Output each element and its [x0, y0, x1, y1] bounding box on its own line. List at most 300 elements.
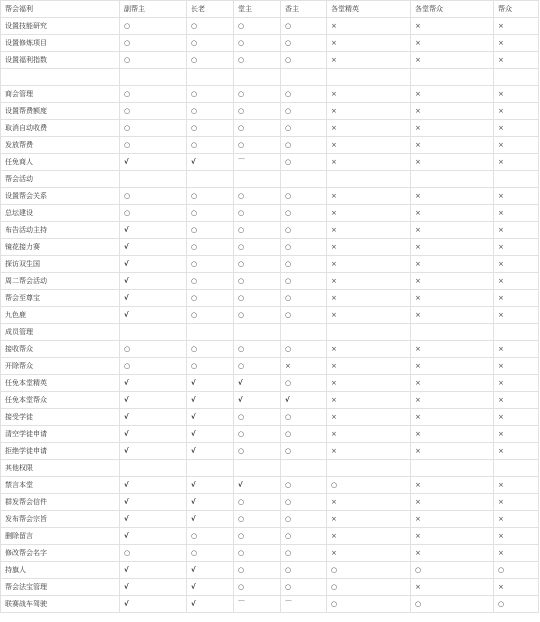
permission-cell-hall-elite — [327, 324, 411, 341]
permission-cell-hall-elite: × — [327, 426, 411, 443]
permission-cell-elder: ○ — [187, 52, 234, 69]
permission-cell-hall-elite: × — [327, 256, 411, 273]
permission-cell-hall-member: × — [411, 341, 494, 358]
permission-cell-hall-elite: × — [327, 222, 411, 239]
permission-cell-member: × — [494, 137, 539, 154]
permission-cell-deputy-leader: √ — [120, 443, 187, 460]
permission-label: 开除帮众 — [1, 358, 120, 375]
permission-cell-hall-member — [411, 324, 494, 341]
permission-cell-hall-master: ○ — [234, 426, 281, 443]
table-row — [1, 35, 539, 52]
permission-cell-hall-member: × — [411, 426, 494, 443]
table-row — [1, 562, 539, 579]
permission-label: 任免商人 — [1, 154, 120, 171]
permission-cell-hall-elite: × — [327, 52, 411, 69]
permission-cell-incense-master: ○ — [281, 103, 327, 120]
permission-cell-hall-master: ⌒ — [234, 596, 281, 613]
permission-cell-hall-elite: × — [327, 86, 411, 103]
section-label: 帮会活动 — [1, 171, 120, 188]
permission-cell-elder: √ — [187, 443, 234, 460]
permission-cell-elder: √ — [187, 392, 234, 409]
permission-cell-elder: ○ — [187, 239, 234, 256]
table-row — [1, 239, 539, 256]
permission-cell-deputy-leader: √ — [120, 273, 187, 290]
header-category: 帮会福利 — [1, 1, 120, 18]
table-row — [1, 545, 539, 562]
permission-cell-hall-elite: × — [327, 528, 411, 545]
permission-cell-incense-master: √ — [281, 392, 327, 409]
header-row — [1, 1, 539, 18]
permission-label: 帮会至尊宝 — [1, 290, 120, 307]
permission-cell-elder — [187, 171, 234, 188]
permission-cell-hall-elite: × — [327, 358, 411, 375]
permission-cell-hall-master: ○ — [234, 443, 281, 460]
section-row — [1, 460, 539, 477]
permission-cell-elder: ○ — [187, 222, 234, 239]
permission-cell-hall-elite: × — [327, 18, 411, 35]
permission-cell-hall-member: × — [411, 409, 494, 426]
table-row — [1, 205, 539, 222]
permission-cell-deputy-leader: ○ — [120, 341, 187, 358]
permission-cell-hall-master: ○ — [234, 562, 281, 579]
permission-label: 设置福利指数 — [1, 52, 120, 69]
permission-cell-deputy-leader — [120, 460, 187, 477]
permission-cell-hall-member: × — [411, 375, 494, 392]
header-hall-elite: 各堂精英 — [327, 1, 411, 18]
permission-cell-incense-master: ○ — [281, 341, 327, 358]
table-row — [1, 120, 539, 137]
permission-cell-hall-master: ⌒ — [234, 154, 281, 171]
permission-cell-elder: ○ — [187, 18, 234, 35]
table-row — [1, 528, 539, 545]
permission-cell-hall-master: ○ — [234, 86, 281, 103]
permission-label: 周二帮会活动 — [1, 273, 120, 290]
permission-label: 修改帮会名字 — [1, 545, 120, 562]
permission-cell-elder: √ — [187, 562, 234, 579]
permission-cell-deputy-leader: √ — [120, 290, 187, 307]
permission-cell-deputy-leader: √ — [120, 426, 187, 443]
permission-cell-elder: ○ — [187, 103, 234, 120]
permission-cell-deputy-leader: √ — [120, 222, 187, 239]
permission-cell-hall-elite: × — [327, 409, 411, 426]
permission-cell-deputy-leader — [120, 324, 187, 341]
permission-cell-member: × — [494, 392, 539, 409]
permission-cell-member: × — [494, 477, 539, 494]
header-hall-master: 堂主 — [234, 1, 281, 18]
permission-cell-member: × — [494, 494, 539, 511]
permission-cell-member: × — [494, 579, 539, 596]
permission-cell-deputy-leader: √ — [120, 596, 187, 613]
permission-cell-hall-elite: × — [327, 154, 411, 171]
permission-cell-elder — [187, 69, 234, 86]
permission-cell-deputy-leader: √ — [120, 256, 187, 273]
permission-cell-elder: ○ — [187, 290, 234, 307]
header-elder: 长老 — [187, 1, 234, 18]
permission-cell-incense-master: ○ — [281, 579, 327, 596]
permission-cell-elder: ○ — [187, 273, 234, 290]
permission-cell-hall-master: ○ — [234, 120, 281, 137]
permission-cell-incense-master: ○ — [281, 426, 327, 443]
permission-cell-hall-member: × — [411, 137, 494, 154]
permission-cell-deputy-leader: ○ — [120, 18, 187, 35]
permission-cell-hall-member: × — [411, 273, 494, 290]
permission-cell-elder: √ — [187, 409, 234, 426]
permission-cell-hall-member: × — [411, 579, 494, 596]
permission-cell-hall-master: ○ — [234, 188, 281, 205]
table-row — [1, 256, 539, 273]
permission-cell-hall-elite: × — [327, 375, 411, 392]
permission-cell-hall-member: × — [411, 528, 494, 545]
permission-cell-elder: ○ — [187, 307, 234, 324]
table-row — [1, 137, 539, 154]
table-row — [1, 511, 539, 528]
permission-cell-incense-master: ○ — [281, 409, 327, 426]
permission-cell-member: × — [494, 18, 539, 35]
permission-cell-deputy-leader: √ — [120, 307, 187, 324]
permission-cell-member: × — [494, 307, 539, 324]
permission-cell-deputy-leader: √ — [120, 562, 187, 579]
permission-cell-hall-master: ○ — [234, 511, 281, 528]
permission-cell-elder: ○ — [187, 341, 234, 358]
table-row — [1, 494, 539, 511]
permission-cell-hall-member: ○ — [411, 596, 494, 613]
permission-cell-incense-master: ○ — [281, 18, 327, 35]
permission-cell-hall-elite: ○ — [327, 596, 411, 613]
permission-label: 镜花接力赛 — [1, 239, 120, 256]
permission-cell-incense-master — [281, 324, 327, 341]
permission-cell-hall-member: × — [411, 35, 494, 52]
permission-cell-incense-master: ○ — [281, 528, 327, 545]
permission-label: 持旗人 — [1, 562, 120, 579]
permission-cell-hall-elite — [327, 69, 411, 86]
permission-cell-incense-master: ○ — [281, 154, 327, 171]
table-row — [1, 426, 539, 443]
permission-cell-hall-master: ○ — [234, 18, 281, 35]
permission-label: 取消自动收费 — [1, 120, 120, 137]
permission-label: 设置帮费额度 — [1, 103, 120, 120]
permission-cell-hall-member: × — [411, 52, 494, 69]
permission-label: 接收帮众 — [1, 341, 120, 358]
permission-cell-incense-master: ○ — [281, 290, 327, 307]
permission-cell-elder: √ — [187, 375, 234, 392]
permission-cell-hall-master: ○ — [234, 358, 281, 375]
permission-cell-hall-elite — [327, 460, 411, 477]
permission-cell-hall-master: ○ — [234, 579, 281, 596]
permission-label: 帮会法宝管理 — [1, 579, 120, 596]
permission-cell-member: ○ — [494, 596, 539, 613]
permission-cell-member: × — [494, 120, 539, 137]
table-row — [1, 222, 539, 239]
table-row — [1, 409, 539, 426]
permission-cell-incense-master: ○ — [281, 273, 327, 290]
permission-cell-deputy-leader — [120, 69, 187, 86]
permission-cell-incense-master: ○ — [281, 307, 327, 324]
permission-cell-hall-member: × — [411, 188, 494, 205]
permission-cell-hall-elite: × — [327, 307, 411, 324]
table-row — [1, 579, 539, 596]
permission-cell-elder: √ — [187, 579, 234, 596]
permission-cell-hall-elite: × — [327, 494, 411, 511]
permission-cell-elder: ○ — [187, 120, 234, 137]
permission-cell-member: × — [494, 52, 539, 69]
permission-cell-hall-master — [234, 69, 281, 86]
permission-cell-member: × — [494, 290, 539, 307]
permission-cell-member: × — [494, 256, 539, 273]
permission-cell-member — [494, 69, 539, 86]
header-hall-member: 各堂帮众 — [411, 1, 494, 18]
permission-cell-member: × — [494, 545, 539, 562]
permission-cell-incense-master — [281, 69, 327, 86]
permission-cell-incense-master: ○ — [281, 443, 327, 460]
permission-cell-hall-elite: × — [327, 120, 411, 137]
permission-cell-deputy-leader: ○ — [120, 545, 187, 562]
permission-cell-hall-master: ○ — [234, 528, 281, 545]
permission-cell-hall-master — [234, 460, 281, 477]
permission-label: 设置修炼项目 — [1, 35, 120, 52]
permission-cell-hall-member: × — [411, 120, 494, 137]
permission-cell-member: × — [494, 358, 539, 375]
permission-cell-member: × — [494, 222, 539, 239]
permission-cell-hall-elite: × — [327, 511, 411, 528]
permission-cell-elder — [187, 460, 234, 477]
permission-cell-member: × — [494, 188, 539, 205]
permission-label: 总坛建设 — [1, 205, 120, 222]
permission-cell-hall-member: × — [411, 18, 494, 35]
permission-cell-incense-master: ○ — [281, 239, 327, 256]
permission-cell-hall-master — [234, 324, 281, 341]
table-row — [1, 341, 539, 358]
table-row — [1, 477, 539, 494]
permission-cell-hall-member: ○ — [411, 562, 494, 579]
table-row — [1, 86, 539, 103]
permission-cell-hall-elite: × — [327, 188, 411, 205]
permission-cell-hall-member: × — [411, 494, 494, 511]
permission-cell-hall-member: × — [411, 205, 494, 222]
permission-cell-deputy-leader: √ — [120, 528, 187, 545]
permission-label: 设置技能研究 — [1, 18, 120, 35]
permission-label: 商会管理 — [1, 86, 120, 103]
permission-cell-hall-master: ○ — [234, 545, 281, 562]
permission-cell-incense-master: ○ — [281, 511, 327, 528]
header-member: 帮众 — [494, 1, 539, 18]
permission-cell-member: × — [494, 341, 539, 358]
permission-cell-hall-master — [234, 171, 281, 188]
permission-cell-incense-master: ○ — [281, 86, 327, 103]
permission-cell-elder: √ — [187, 426, 234, 443]
permission-cell-deputy-leader: √ — [120, 409, 187, 426]
permission-cell-hall-member: × — [411, 290, 494, 307]
permission-cell-hall-elite — [327, 171, 411, 188]
permission-label: 布告活动主持 — [1, 222, 120, 239]
permission-cell-hall-master: ○ — [234, 290, 281, 307]
table-row — [1, 307, 539, 324]
permission-cell-incense-master: ○ — [281, 137, 327, 154]
permission-cell-elder: √ — [187, 596, 234, 613]
permission-cell-hall-elite: ○ — [327, 477, 411, 494]
permission-cell-hall-master: √ — [234, 477, 281, 494]
permission-cell-elder — [187, 324, 234, 341]
permission-cell-elder: ○ — [187, 256, 234, 273]
permission-cell-hall-member: × — [411, 358, 494, 375]
permission-cell-hall-master: ○ — [234, 52, 281, 69]
permission-cell-hall-elite: × — [327, 205, 411, 222]
permission-cell-incense-master — [281, 460, 327, 477]
header-incense-master: 香主 — [281, 1, 327, 18]
permission-label: 拒绝学徒申请 — [1, 443, 120, 460]
permission-cell-incense-master: ○ — [281, 375, 327, 392]
permission-label: 发放帮费 — [1, 137, 120, 154]
permission-cell-incense-master: ○ — [281, 52, 327, 69]
permission-cell-deputy-leader — [120, 171, 187, 188]
permission-cell-incense-master: ○ — [281, 477, 327, 494]
permission-cell-deputy-leader: ○ — [120, 137, 187, 154]
table-row — [1, 392, 539, 409]
permission-cell-incense-master: ⌒ — [281, 596, 327, 613]
table-row — [1, 273, 539, 290]
permission-cell-member: × — [494, 86, 539, 103]
permission-cell-member: × — [494, 511, 539, 528]
permission-cell-deputy-leader: ○ — [120, 52, 187, 69]
permission-label: 任免本堂帮众 — [1, 392, 120, 409]
permission-cell-hall-master: ○ — [234, 222, 281, 239]
permission-cell-deputy-leader: ○ — [120, 35, 187, 52]
permission-label: 发布帮会宗旨 — [1, 511, 120, 528]
permission-cell-member: × — [494, 273, 539, 290]
permission-label: 接受学徒 — [1, 409, 120, 426]
table-row — [1, 443, 539, 460]
permission-cell-member: × — [494, 239, 539, 256]
section-label: 其他权限 — [1, 460, 120, 477]
permission-cell-hall-member: × — [411, 239, 494, 256]
permission-cell-hall-member: × — [411, 222, 494, 239]
permission-cell-hall-master: ○ — [234, 494, 281, 511]
permission-cell-member: × — [494, 154, 539, 171]
table-row — [1, 154, 539, 171]
permission-cell-hall-member: × — [411, 307, 494, 324]
permission-cell-member: × — [494, 426, 539, 443]
permission-cell-elder: ○ — [187, 528, 234, 545]
permission-cell-deputy-leader: ○ — [120, 188, 187, 205]
permission-cell-member: × — [494, 528, 539, 545]
table-row — [1, 52, 539, 69]
permission-cell-hall-elite: × — [327, 392, 411, 409]
permission-cell-incense-master: ○ — [281, 545, 327, 562]
permission-cell-deputy-leader: √ — [120, 154, 187, 171]
permission-cell-elder: ○ — [187, 358, 234, 375]
permission-label: 群发帮会信件 — [1, 494, 120, 511]
permission-cell-deputy-leader: ○ — [120, 86, 187, 103]
permission-cell-member — [494, 324, 539, 341]
permission-cell-incense-master: ○ — [281, 494, 327, 511]
permission-cell-deputy-leader: √ — [120, 511, 187, 528]
permission-cell-hall-elite: × — [327, 443, 411, 460]
permission-cell-elder: ○ — [187, 205, 234, 222]
permission-cell-hall-elite: × — [327, 103, 411, 120]
permission-cell-hall-member: × — [411, 443, 494, 460]
permission-cell-hall-elite: ○ — [327, 579, 411, 596]
permission-label: 九色鹿 — [1, 307, 120, 324]
permission-cell-member — [494, 171, 539, 188]
permission-cell-incense-master: × — [281, 358, 327, 375]
permission-cell-member: × — [494, 443, 539, 460]
section-label: 成员管理 — [1, 324, 120, 341]
permission-cell-incense-master — [281, 171, 327, 188]
permission-cell-deputy-leader: √ — [120, 239, 187, 256]
header-deputy-leader: 副帮主 — [120, 1, 187, 18]
permission-cell-elder: ○ — [187, 188, 234, 205]
permission-cell-hall-member — [411, 460, 494, 477]
table-row — [1, 18, 539, 35]
permission-cell-hall-member: × — [411, 103, 494, 120]
permission-cell-hall-elite: ○ — [327, 562, 411, 579]
permission-cell-incense-master: ○ — [281, 256, 327, 273]
permission-cell-deputy-leader: √ — [120, 494, 187, 511]
permission-label: 清空学徒申请 — [1, 426, 120, 443]
permission-cell-incense-master: ○ — [281, 120, 327, 137]
permission-cell-hall-member: × — [411, 477, 494, 494]
table-row — [1, 358, 539, 375]
table-row — [1, 188, 539, 205]
permission-cell-hall-elite: × — [327, 273, 411, 290]
permission-cell-member — [494, 460, 539, 477]
permission-cell-hall-member: × — [411, 256, 494, 273]
permission-label: 探访双生国 — [1, 256, 120, 273]
section-row — [1, 324, 539, 341]
permission-label — [1, 69, 120, 86]
permission-cell-hall-member — [411, 171, 494, 188]
permission-cell-elder: √ — [187, 511, 234, 528]
permission-cell-hall-master: ○ — [234, 103, 281, 120]
permission-cell-hall-master: ○ — [234, 205, 281, 222]
permission-cell-hall-elite: × — [327, 290, 411, 307]
permission-cell-elder: √ — [187, 154, 234, 171]
permission-cell-hall-member: × — [411, 545, 494, 562]
permission-cell-deputy-leader: √ — [120, 477, 187, 494]
permission-cell-hall-member — [411, 69, 494, 86]
permission-cell-member: × — [494, 35, 539, 52]
permission-cell-elder: ○ — [187, 137, 234, 154]
permission-cell-hall-master: ○ — [234, 137, 281, 154]
permission-cell-member: × — [494, 409, 539, 426]
permission-cell-incense-master: ○ — [281, 188, 327, 205]
permission-cell-hall-member: × — [411, 392, 494, 409]
permission-cell-hall-member: × — [411, 511, 494, 528]
permission-label: 联赛战车驾驶 — [1, 596, 120, 613]
permission-cell-deputy-leader: ○ — [120, 103, 187, 120]
section-row — [1, 171, 539, 188]
permission-cell-deputy-leader: √ — [120, 375, 187, 392]
permission-label: 禁言本堂 — [1, 477, 120, 494]
permission-cell-incense-master: ○ — [281, 222, 327, 239]
permission-cell-incense-master: ○ — [281, 205, 327, 222]
table-row — [1, 290, 539, 307]
permission-label: 设置帮会关系 — [1, 188, 120, 205]
permission-cell-deputy-leader: ○ — [120, 358, 187, 375]
table-row — [1, 103, 539, 120]
permission-label: 任免本堂精英 — [1, 375, 120, 392]
permission-cell-member: × — [494, 205, 539, 222]
blank-row — [1, 69, 539, 86]
permission-cell-deputy-leader: ○ — [120, 205, 187, 222]
permission-cell-hall-master: ○ — [234, 239, 281, 256]
permissions-table-body — [1, 1, 539, 613]
table-row — [1, 596, 539, 613]
permission-label: 删除留言 — [1, 528, 120, 545]
permission-cell-elder: ○ — [187, 35, 234, 52]
permission-cell-deputy-leader: √ — [120, 392, 187, 409]
permission-cell-elder: √ — [187, 494, 234, 511]
permission-cell-hall-master: ○ — [234, 273, 281, 290]
